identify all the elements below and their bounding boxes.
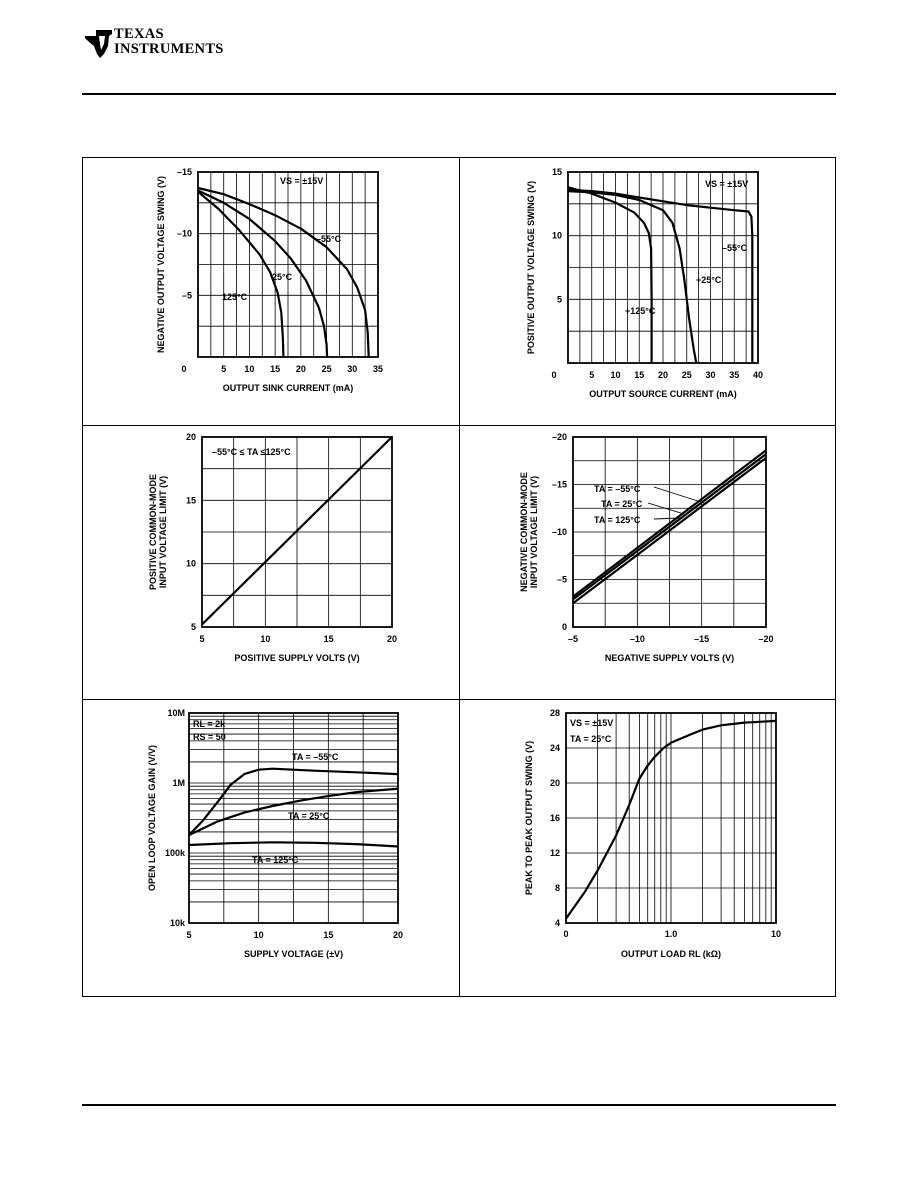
c2-x-axis-title: OUTPUT SOURCE CURRENT (mA) (589, 389, 737, 399)
c4-series-label-3: TA = 125°C (594, 515, 641, 525)
c5-series-label-2: TA = 25°C (288, 811, 330, 821)
c3-x-tick-label: 15 (323, 634, 334, 644)
c5-x-tick-label: 10 (253, 930, 264, 940)
c4-grid (573, 437, 766, 627)
c2-x-tick-label: 0 (551, 370, 557, 380)
c5-annotation-line-2: RS = 50 (193, 732, 226, 742)
c1-grid (198, 172, 378, 357)
c3-x-tick-label: 5 (199, 634, 205, 644)
c2-y-tick-label: 5 (556, 294, 562, 305)
c2-series-label-1: –55°C (722, 243, 748, 253)
footer-rule (82, 1104, 836, 1106)
c1-annotation: VS = ±15V (280, 176, 324, 186)
c2-y-tick-label: 15 (551, 167, 562, 177)
c2-annotation: VS = ±15V (705, 179, 749, 189)
c5-y-axis-title: OPEN LOOP VOLTAGE GAIN (V/V) (147, 744, 157, 892)
c5-y-tick-label: 100k (164, 848, 185, 858)
c4-x-axis-title: NEGATIVE SUPPLY VOLTS (V) (604, 653, 735, 663)
c5-x-tick-label: 15 (323, 930, 334, 940)
c6-y-axis-title: PEAK TO PEAK OUTPUT SWING (V) (524, 740, 534, 896)
c1-x-tick-label: 35 (372, 364, 384, 374)
c5-x-tick-label: 20 (392, 930, 404, 940)
c4-x-tick-label: –15 (694, 634, 710, 644)
c4-leader-line-1 (654, 487, 707, 504)
c2-x-tick-label: 15 (634, 370, 645, 380)
c3-y-tick-label: 5 (190, 622, 196, 632)
c6-x-tick-label: 10 (770, 929, 782, 939)
c6-grid (566, 713, 776, 923)
c2-series-line-2 (568, 191, 696, 363)
c5-series-label-3: TA = 125°C (252, 855, 299, 865)
c1-x-tick-label: 5 (221, 364, 227, 374)
c4-x-tick-label: –10 (629, 634, 645, 644)
c1-y-tick-label: –10 (176, 228, 192, 239)
c6-y-tick-label: 24 (549, 743, 560, 753)
c4-y-tick-label: –15 (551, 479, 567, 490)
c1-x-axis-title: OUTPUT SINK CURRENT (mA) (222, 383, 354, 393)
c2-x-tick-label: 30 (705, 370, 716, 380)
c1-series-label-1: –55°C (316, 234, 342, 244)
brand-wordmark (114, 27, 224, 57)
c6-x-tick-label: 1.0 (664, 929, 678, 939)
c2-x-tick-label: 20 (657, 370, 669, 380)
c2-series-line-1 (568, 190, 752, 363)
c2-series-label-2: +25°C (696, 275, 722, 285)
c6-y-tick-label: 20 (549, 778, 560, 788)
c6-y-tick-label: 28 (549, 708, 560, 718)
c3-y-tick-label: 20 (185, 432, 196, 442)
c6-annotation-line-1: VS = ±15V (570, 718, 614, 728)
c5-y-tick-label: 10k (169, 918, 185, 928)
header-rule (82, 93, 836, 95)
c6-annotation-line-2: TA = 25°C (570, 734, 612, 744)
c1-x-tick-label: 10 (244, 364, 255, 374)
c5-x-axis-title: SUPPLY VOLTAGE (±V) (243, 949, 344, 959)
c2-series-label-3: +125°C (625, 306, 656, 316)
c2-x-tick-label: 10 (610, 370, 621, 380)
c5-y-tick-label: 10M (167, 708, 185, 718)
c1-y-tick-label: –15 (176, 167, 192, 177)
c4-y-axis-title: INPUT VOLTAGE LIMIT (V) (529, 475, 539, 589)
c4-series-label-2: TA = 25°C (601, 499, 643, 509)
c3-y-tick-label: 15 (185, 495, 196, 506)
c4-x-tick-label: –20 (758, 634, 774, 644)
c4-series-label-1: TA = –55°C (594, 484, 641, 494)
c5-y-tick-label: 1M (172, 778, 185, 788)
c3-annotation: –55°C ≤ TA ≤125°C (212, 447, 291, 457)
c4-y-tick-label: 0 (561, 622, 567, 632)
c6-y-tick-label: 4 (554, 918, 560, 928)
c6-y-tick-label: 16 (549, 813, 560, 823)
c1-y-axis-title: NEGATIVE OUTPUT VOLTAGE SWING (V) (156, 176, 166, 353)
c4-x-tick-label: –5 (567, 634, 579, 644)
c1-x-tick-label: 30 (347, 364, 358, 374)
c3-y-axis-title: INPUT VOLTAGE LIMIT (V) (158, 475, 168, 589)
c3-x-axis-title: POSITIVE SUPPLY VOLTS (V) (234, 653, 360, 663)
c1-x-tick-label: 25 (321, 364, 332, 374)
c2-y-tick-label: 10 (551, 230, 562, 241)
c1-x-tick-label: 20 (295, 364, 306, 374)
brand-line2: INSTRUMENTS (114, 41, 224, 57)
c3-y-axis-title: POSITIVE COMMON-MODE (148, 473, 158, 591)
brand-line1: TEXAS (114, 26, 164, 42)
c5-x-tick-label: 5 (186, 930, 192, 940)
c5-series-label-1: TA = –55°C (292, 752, 339, 762)
c1-series-label-2: 25°C (272, 272, 293, 282)
c6-x-axis-title: OUTPUT LOAD RL (kΩ) (620, 949, 722, 959)
c4-y-tick-label: –10 (551, 527, 567, 537)
c6-y-tick-label: 12 (549, 848, 560, 858)
c2-x-tick-label: 40 (752, 370, 764, 380)
c4-y-tick-label: –20 (551, 432, 567, 442)
c2-x-tick-label: 25 (681, 370, 692, 380)
c3-x-tick-label: 20 (386, 634, 398, 644)
c2-y-axis-title: POSITIVE OUTPUT VOLTAGE SWING (V) (526, 180, 536, 355)
c6-y-tick-label: 8 (554, 883, 560, 893)
charts-canvas (82, 157, 836, 997)
c3-y-tick-label: 10 (185, 558, 196, 569)
c5-annotation-line-1: RL = 2k (193, 719, 226, 729)
c6-x-tick-label: 0 (563, 929, 569, 939)
c4-y-tick-label: –5 (556, 574, 567, 585)
c3-x-tick-label: 10 (260, 634, 271, 644)
c2-x-tick-label: 35 (729, 370, 740, 380)
c4-y-axis-title: NEGATIVE COMMON-MODE (519, 472, 529, 592)
c2-x-tick-label: 5 (589, 370, 595, 380)
c1-series-label-3: 125°C (222, 292, 248, 302)
c1-x-tick-label: 15 (270, 364, 281, 374)
c1-x-tick-label: 0 (181, 364, 187, 374)
c1-y-tick-label: –5 (181, 290, 192, 301)
